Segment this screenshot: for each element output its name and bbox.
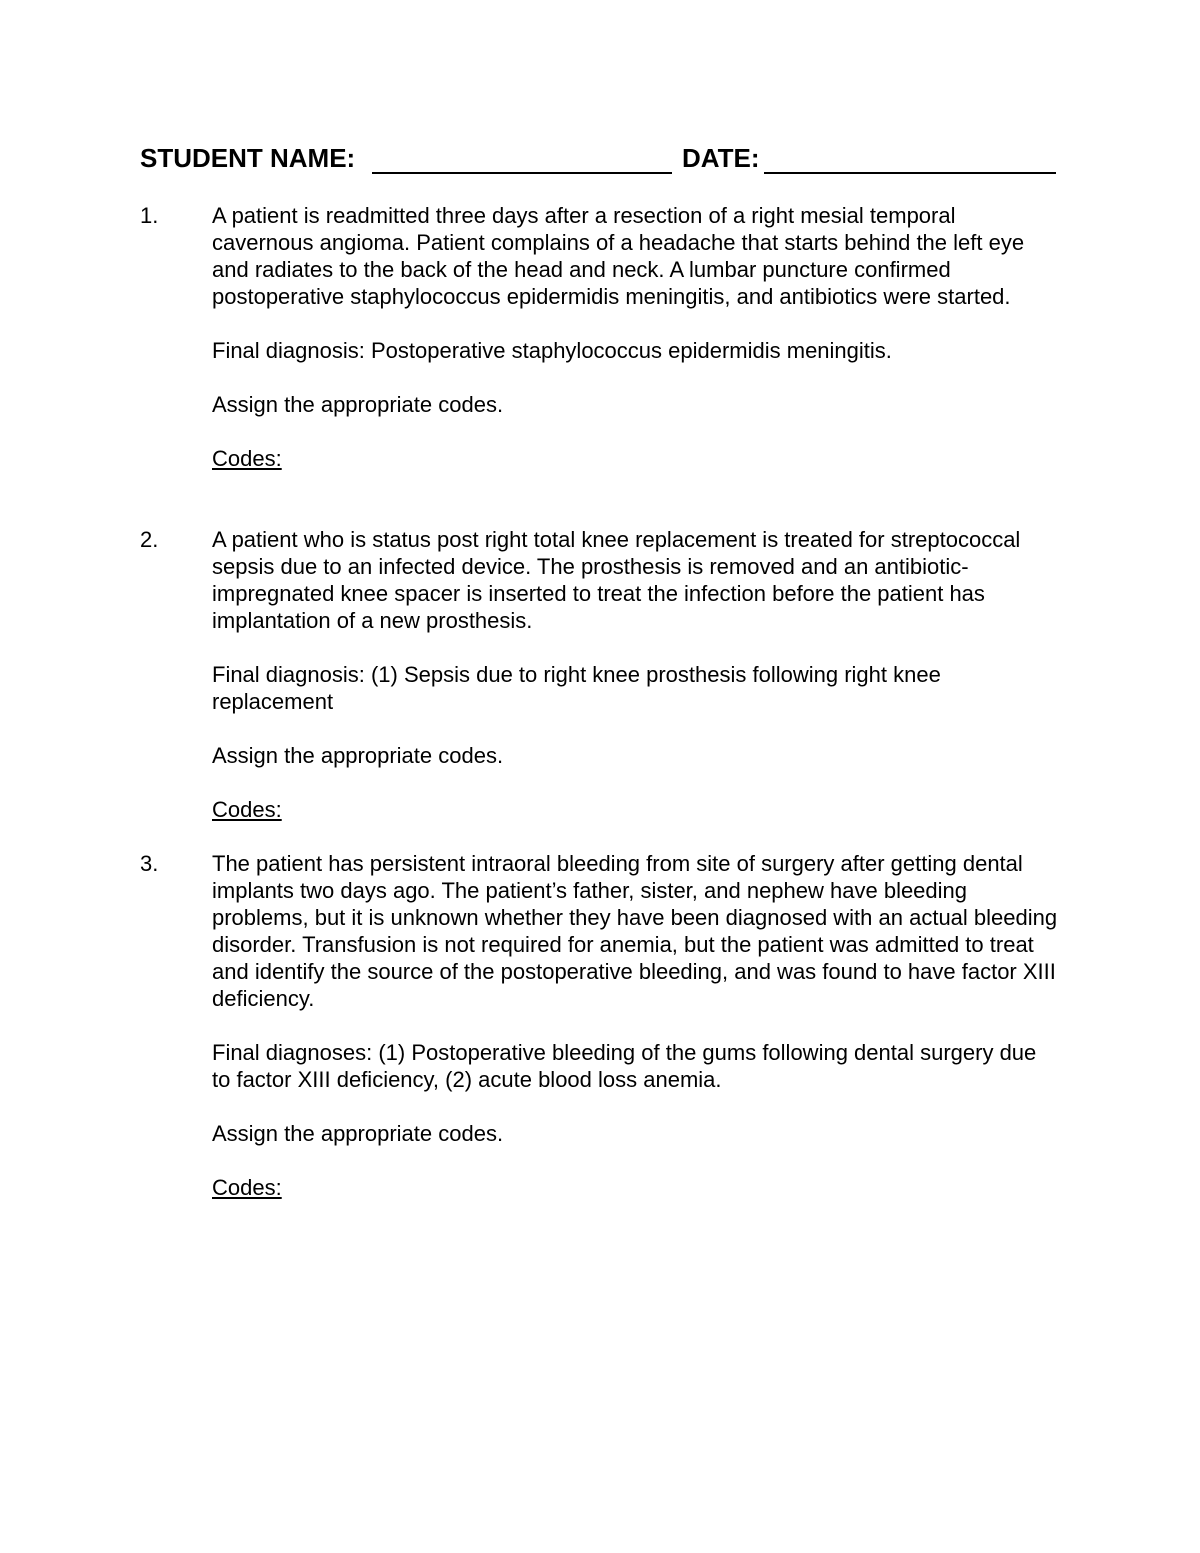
question-body bbox=[212, 850, 1060, 1201]
date-label: DATE: bbox=[682, 143, 760, 173]
assign-instruction: Assign the appropriate codes. bbox=[212, 392, 504, 417]
final-diagnosis: Final diagnosis: (1) Sepsis due to right knee prosthesis following right knee replacement bbox=[212, 662, 941, 714]
question-number: 2. bbox=[140, 527, 159, 552]
codes-label: Codes: bbox=[212, 446, 282, 471]
student-name-blank-line bbox=[372, 172, 672, 174]
question-number: 3. bbox=[140, 851, 159, 876]
assign-instruction: Assign the appropriate codes. bbox=[212, 1121, 504, 1146]
assign-instruction: Assign the appropriate codes. bbox=[212, 743, 504, 768]
question-number: 1. bbox=[140, 203, 159, 228]
student-name-label: STUDENT NAME: bbox=[140, 143, 356, 173]
final-diagnosis: Final diagnoses: (1) Postoperative bleeding of the gums following dental surgery due to factor XIII deficiency, (2) acute blood loss anemia. bbox=[212, 1040, 1037, 1092]
question-body bbox=[212, 526, 1060, 823]
codes-label: Codes: bbox=[212, 797, 282, 822]
question-scenario: The patient has persistent intraoral bleeding from site of surgery after getting dental implants two days ago. The patient’s father, sister, and nephew have bleeding problems, but it is unknown whether they have been diagnosed with an actual bleeding disorder. Transfusion is not required for anemia, but the patient was admitted to treat and identify the source of the postoperative bleeding, and was found to have factor XIII deficiency. bbox=[212, 851, 1058, 1011]
question-scenario: A patient who is status post right total knee replacement is treated for streptococcal sepsis due to an infected device. The prosthesis is removed and an antibiotic-impregnated knee spacer is inserted to treat the infection before the patient has implantation of a new prosthesis. bbox=[212, 527, 1021, 633]
codes-label: Codes: bbox=[212, 1175, 282, 1200]
date-blank-line bbox=[764, 172, 1056, 174]
worksheet-header bbox=[140, 142, 1060, 178]
final-diagnosis: Final diagnosis: Postoperative staphylococcus epidermidis meningitis. bbox=[212, 338, 892, 363]
question-body bbox=[212, 202, 1060, 472]
question-scenario: A patient is readmitted three days after a resection of a right mesial temporal cavernous angioma. Patient complains of a headache that starts behind the left eye and radiates to the back of the head and neck. A lumbar puncture confirmed postoperative staphylococcus epidermidis meningitis, and antibiotics were started. bbox=[212, 203, 1025, 309]
